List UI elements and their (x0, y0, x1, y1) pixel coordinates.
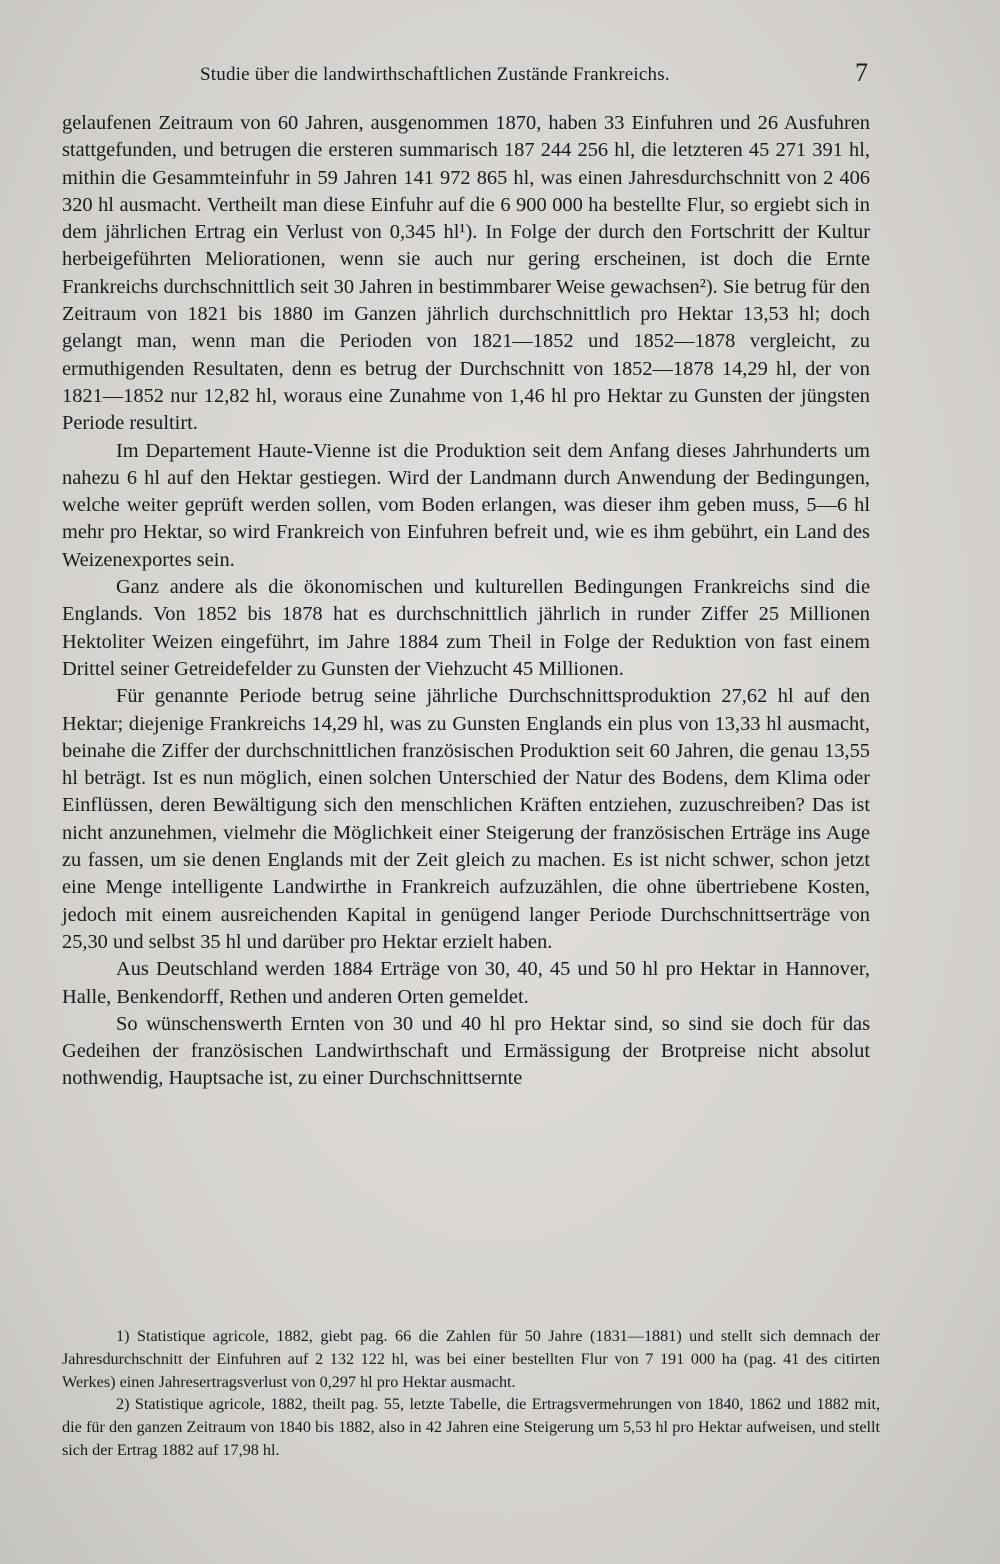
running-title: Studie über die landwirthschaftlichen Zustände Frankreichs. (200, 64, 670, 85)
page-number: 7 (855, 58, 868, 87)
paragraph-3: Ganz andere als die ökonomischen und kulturellen Bedingungen Frankreichs sind die Englands. Von 1852 bis 1878 hat es durchschnittlich jährlich in runder Ziffer 25 Millionen Hektoliter Weizen eingeführt, im Jahre 1884 zum Theil in Folge der Reduktion von fast einem Drittel seiner Getreidefelder zu Gunsten der Viehzucht 45 Millionen. (62, 576, 870, 680)
paragraph-1: gelaufenen Zeitraum von 60 Jahren, ausgenommen 1870, haben 33 Einfuhren und 26 Ausfuhren stattgefunden, und betrugen die ersteren summarisch 187 244 256 hl, die letzteren 45 271 391 hl, mithin die Gesammteinfuhr in 59 Jahren 141 972 865 hl, was einen Jahresdurchschnitt von 2 406 320 hl ausmacht. Vertheilt man diese Einfuhr auf die 6 900 000 ha bestellte Flur, so ergiebt sich in dem jährlichen Ertrag ein Verlust von 0,345 hl¹). In Folge der durch den Fortschritt der Kultur herbeigeführten Meliorationen, wenn sie auch nur gering erscheinen, ist doch die Ernte Frankreichs durchschnittlich seit 30 Jahren in bestimmbarer Weise gewachsen²). Sie betrug für den Zeitraum von 1821 bis 1880 im Ganzen jährlich durchschnittlich pro Hektar 13,53 hl; doch gelangt man, wenn man die Perioden von 1821—1852 und 1852—1878 vergleicht, zu ermuthigenden Resultaten, denn es betrug der Durchschnitt von 1852—1878 14,29 hl, der von 1821—1852 nur 12,82 hl, woraus eine Zunahme von 1,46 hl pro Hektar zu Gunsten der jüngsten Periode resultirt. (62, 112, 870, 435)
paragraph-5: Aus Deutschland werden 1884 Erträge von 30, 40, 45 und 50 hl pro Hektar in Hannover, Halle, Benkendorff, Rethen und anderen Orten gemeldet. (62, 958, 870, 1008)
footnote-1: 1) Statistique agricole, 1882, giebt pag. 66 die Zahlen für 50 Jahre (1831—1881) und stellt sich demnach der Jahresdurchschnitt der Einfuhren auf 2 132 122 hl, was bei einer bestellten Flur von 7 191 000 ha (pag. 41 des citirten Werkes) einen Jahresertragsverlust von 0,297 hl pro Hektar ausmacht. (62, 1327, 880, 1391)
paragraph-6: So wünschenswerth Ernten von 30 und 40 hl pro Hektar sind, so sind sie doch für das Gedeihen der französischen Landwirthschaft und Ermässigung der Brotpreise nicht absolut nothwendig, Hauptsache ist, zu einer Durchschnittsernte (62, 1012, 870, 1090)
footnotes (62, 1325, 880, 1462)
main-text (62, 110, 870, 1093)
footnote-2: 2) Statistique agricole, 1882, theilt pag. 55, letzte Tabelle, die Ertragsvermehrungen von 1840, 1862 und 1882 mit, die für den ganzen Zeitraum von 1840 bis 1882, also in 42 Jahren eine Steigerung um 5,53 hl pro Hektar aufweisen, und stellt sich der Ertrag 1882 auf 17,98 hl. (62, 1395, 880, 1459)
paragraph-2: Im Departement Haute-Vienne ist die Produktion seit dem Anfang dieses Jahrhunderts um nahezu 6 hl auf den Hektar gestiegen. Wird der Landmann durch Anwendung der Bedingungen, welche weiter geprüft werden sollen, vom Boden erlangen, was dieser ihm geben muss, 5—6 hl mehr pro Hektar, so wird Frankreich von Einfuhren befreit und, wie es ihm gebührt, ein Land des Weizenexportes sein. (62, 439, 870, 571)
footnote-divider (62, 1318, 212, 1319)
paragraph-4: Für genannte Periode betrug seine jährliche Durchschnittsproduktion 27,62 hl auf den Hektar; diejenige Frankreichs 14,29 hl, was zu Gunsten Englands ein plus von 13,33 hl ausmacht, beinahe die Ziffer der durchschnittlichen französischen Produktion seit 60 Jahren, die genau 13,55 hl beträgt. Ist es nun möglich, einen solchen Unterschied der Natur des Bodens, dem Klima oder Einflüssen, deren Bewältigung sich den menschlichen Kräften entziehen, zuzuschreiben? Das ist nicht anzunehmen, vielmehr die Möglichkeit einer Steigerung der französischen Erträge ins Auge zu fassen, um sie denen Englands mit der Zeit gleich zu machen. Es ist nicht schwer, schon jetzt eine Menge intelligente Landwirthe in Frankreich aufzuzählen, die ohne übertriebene Kosten, jedoch mit einem ausreichenden Kapital in genügend langer Periode Durchschnittserträge von 25,30 und selbst 35 hl und darüber pro Hektar erzielt haben. (62, 685, 870, 953)
